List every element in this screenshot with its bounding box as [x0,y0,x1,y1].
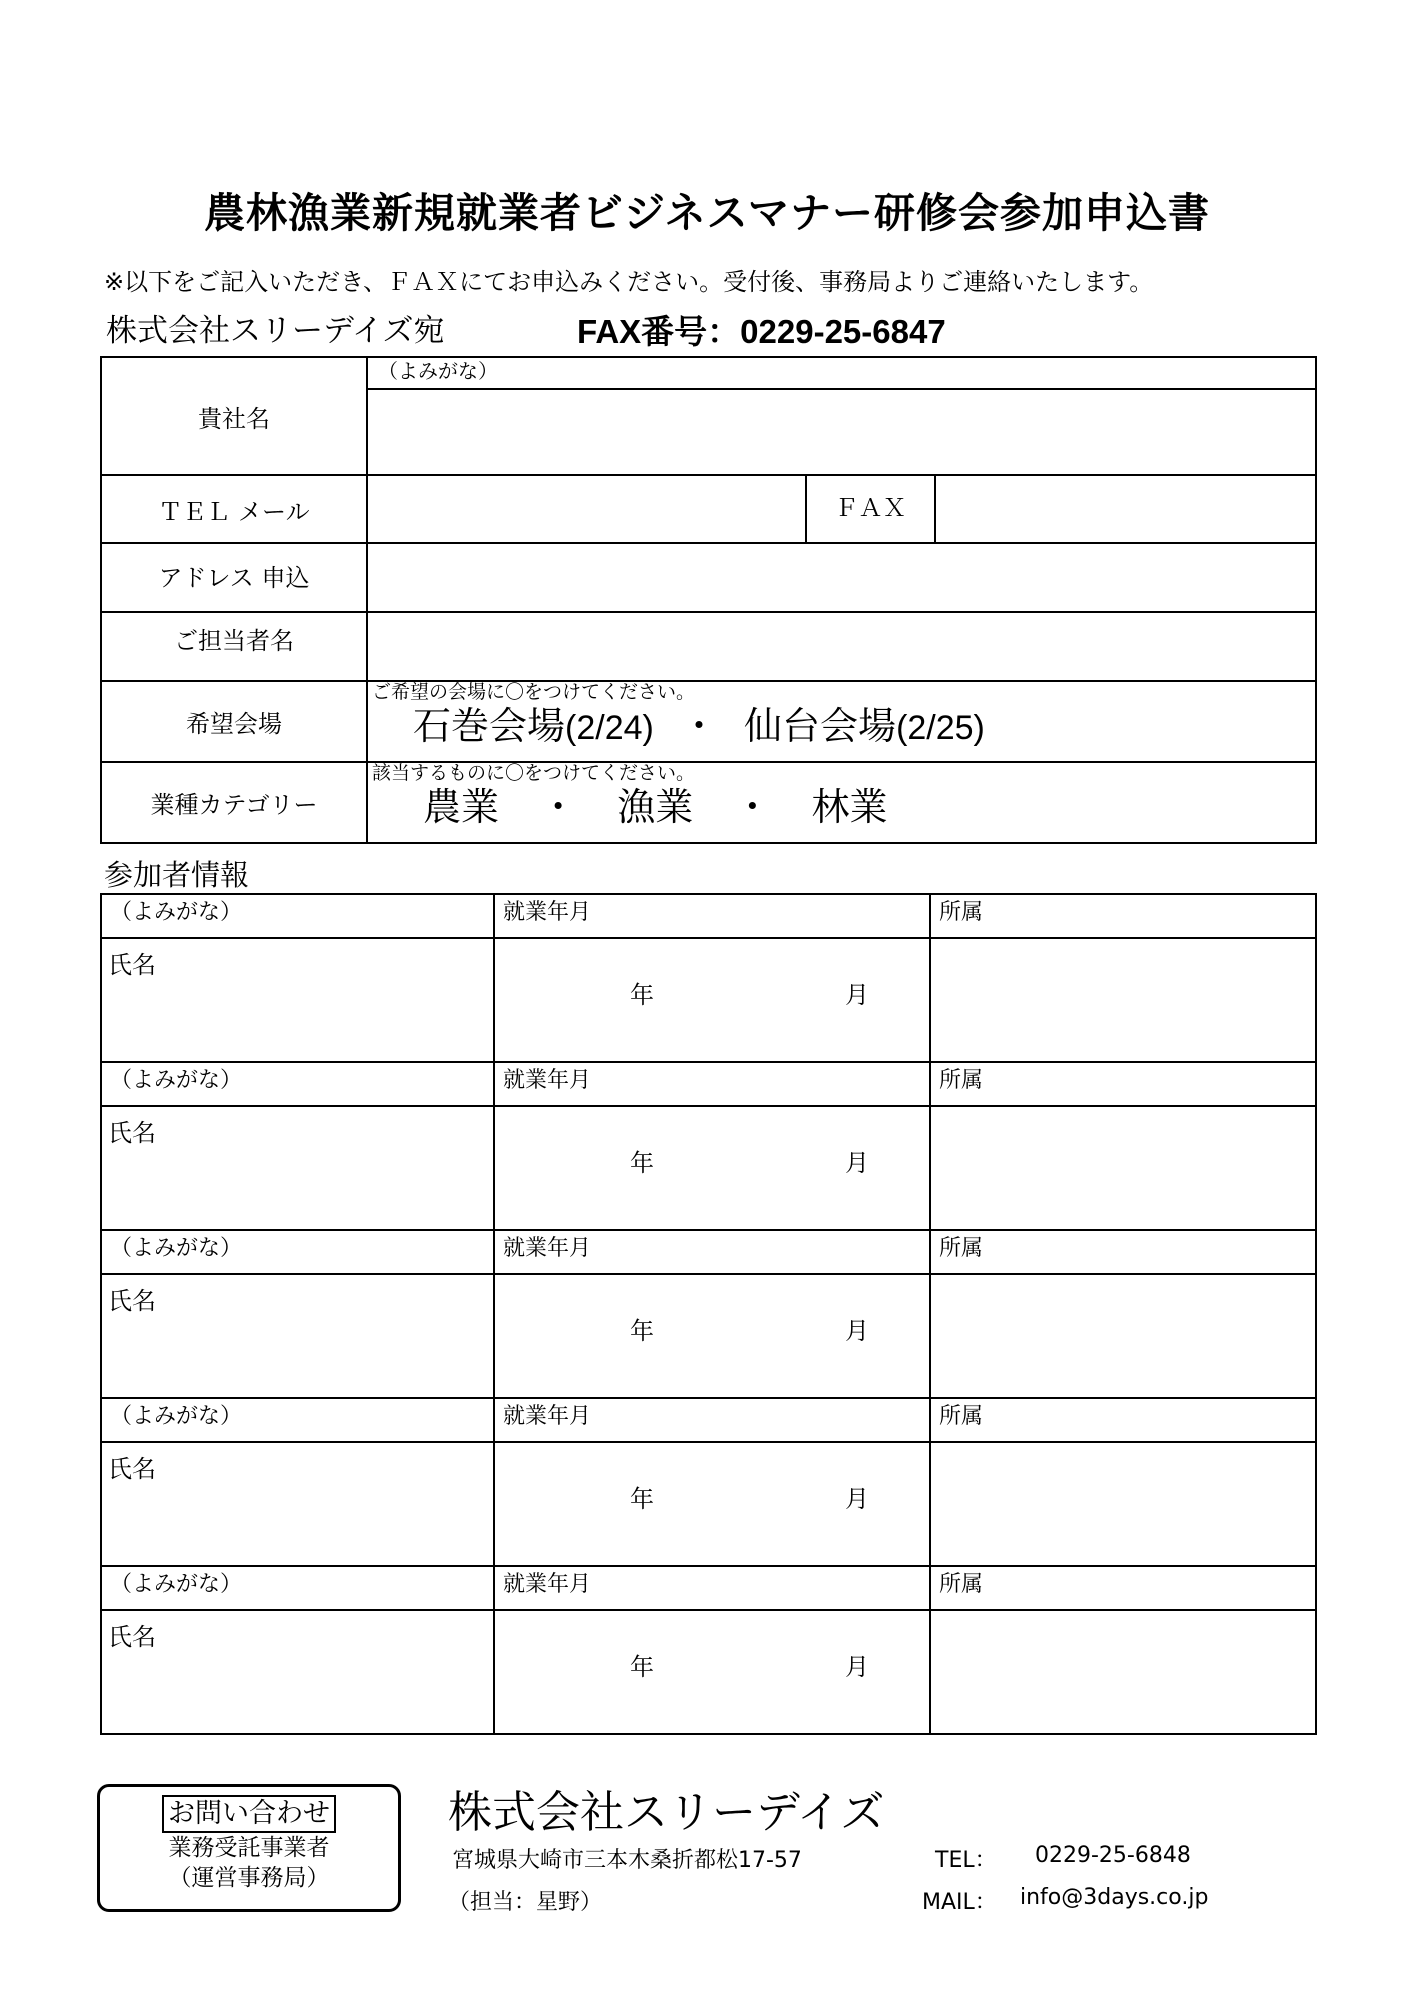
participant-name-field[interactable]: 氏名 [101,938,494,1062]
company-label: 貴社名 [101,357,367,475]
category-field[interactable] [367,762,1316,843]
participant-affiliation-field[interactable] [930,1610,1316,1734]
participant-reading-field[interactable]: （よみがな） [101,1398,494,1442]
participant-affiliation-label: 所属 [930,1062,1316,1106]
participant-affiliation-field[interactable] [930,1442,1316,1566]
venue-hint: ご希望の会場に〇をつけてください。 [372,681,696,703]
inquiry-line1: 業務受託事業者 [168,1835,330,1861]
inquiry-line2: （運営事務局） [168,1865,330,1891]
participants-table [100,893,1317,1735]
category-hint: 該当するものに〇をつけてください。 [372,762,696,784]
fax-number: FAX番号：0229-25-6847 [577,313,946,350]
inquiry-title: お問い合わせ [162,1795,336,1833]
participants-section-title: 参加者情報 [104,858,250,892]
footer-mail-value[interactable]: info@3days.co.jp [1020,1885,1209,1910]
venue-separator: ・ [679,704,718,748]
participant-start-field[interactable]: 年 月 [494,1106,930,1230]
address-label: アドレス 申込 [101,543,367,612]
participant-start-label: 就業年月 [494,1566,930,1610]
participant-reading-field[interactable]: （よみがな） [101,1062,494,1106]
footer-company: 株式会社スリーデイズ [448,1787,885,1838]
fax-field[interactable] [935,475,1316,543]
participant-start-field[interactable]: 年 月 [494,1442,930,1566]
participant-start-label: 就業年月 [494,1398,930,1442]
fax-label: ＦＡＸ [806,475,935,543]
participant-start-label: 就業年月 [494,1230,930,1274]
participant-start-label: 就業年月 [494,1062,930,1106]
category-forestry[interactable]: 林業 [811,785,888,829]
footer-tel-label: TEL： [935,1848,997,1873]
participant-affiliation-label: 所属 [930,1230,1316,1274]
participant-affiliation-field[interactable] [930,1106,1316,1230]
category-agriculture[interactable]: 農業 [423,785,500,829]
participant-affiliation-field[interactable] [930,938,1316,1062]
tel-label: ＴＥＬ メール [101,475,367,543]
participant-name-field[interactable]: 氏名 [101,1274,494,1398]
venue-ishinomaki[interactable]: 石巻会場 [413,704,566,748]
venue-sendai[interactable]: 仙台会場 [744,704,897,748]
participant-start-field[interactable]: 年 月 [494,938,930,1062]
instruction-note: ※以下をご記入いただき、ＦＡＸにてお申込みください。受付後、事務局よりご連絡いたします。 [104,268,1154,296]
footer-address: 宮城県大崎市三本木桑折都松17-57 [452,1848,802,1873]
category-separator: ・ [539,785,578,829]
venue-sendai-date: (2/25) [896,709,985,747]
category-label: 業種カテゴリー [101,762,367,843]
participant-name-field[interactable]: 氏名 [101,1442,494,1566]
participant-start-field[interactable]: 年 月 [494,1610,930,1734]
venue-ishinomaki-date: (2/24) [565,709,654,747]
address-field[interactable] [367,543,1316,612]
participant-reading-field[interactable]: （よみがな） [101,894,494,938]
destination: 株式会社スリーデイズ宛 [106,313,445,349]
participant-reading-field[interactable]: （よみがな） [101,1230,494,1274]
participant-affiliation-label: 所属 [930,1398,1316,1442]
footer-tel-value: 0229-25-6848 [1035,1843,1191,1868]
company-name-field[interactable] [367,389,1316,475]
applicant-table [100,356,1317,844]
participant-reading-field[interactable]: （よみがな） [101,1566,494,1610]
participant-name-field[interactable]: 氏名 [101,1106,494,1230]
participant-start-label: 就業年月 [494,894,930,938]
participant-name-field[interactable]: 氏名 [101,1610,494,1734]
participant-affiliation-label: 所属 [930,894,1316,938]
category-fishery[interactable]: 漁業 [617,785,694,829]
contact-field[interactable] [367,612,1316,681]
inquiry-box [97,1784,401,1912]
footer-person: （担当：星野） [448,1890,603,1915]
contact-label: ご担当者名 [101,612,367,681]
participant-affiliation-label: 所属 [930,1566,1316,1610]
venue-label: 希望会場 [101,681,367,762]
footer-mail-label: MAIL： [922,1890,997,1915]
category-separator: ・ [733,785,772,829]
tel-field[interactable] [367,475,806,543]
participant-affiliation-field[interactable] [930,1274,1316,1398]
page-title: 農林漁業新規就業者ビジネスマナー研修会参加申込書 [204,189,1210,237]
company-reading-field[interactable]: （よみがな） [367,357,1316,389]
participant-start-field[interactable]: 年 月 [494,1274,930,1398]
venue-field[interactable] [367,681,1316,762]
